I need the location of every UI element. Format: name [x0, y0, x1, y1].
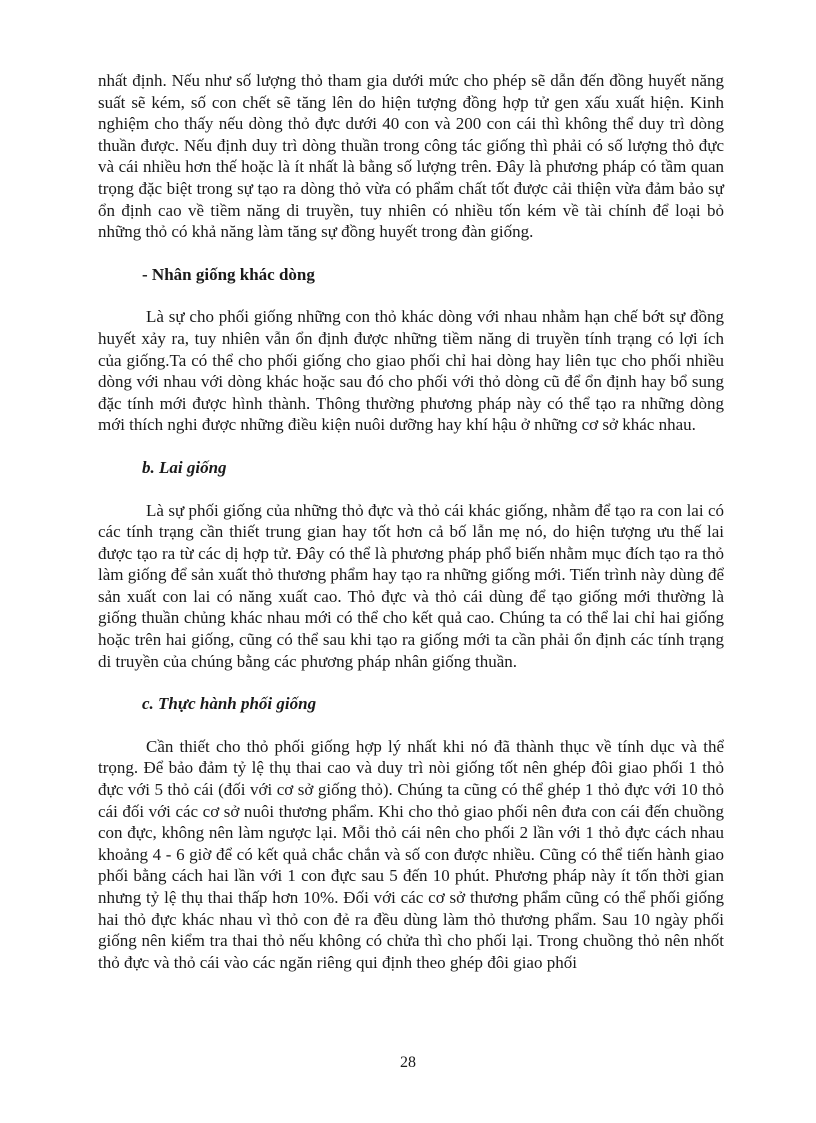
page-number: 28 — [400, 1054, 416, 1071]
page-content — [98, 70, 724, 973]
paragraph-thuc-hanh-phoi-giong: Cần thiết cho thỏ phối giống hợp lý nhất khi nó đã thành thục về tính dục và thể trọng. Để bảo đảm tỷ lệ thụ thai cao và duy trì nòi giống tốt nên ghép đôi giao phối 1 thỏ đực với 5 thỏ cái (đối với cơ sở giống thỏ). Chúng ta cũng có thể ghép 1 thỏ đực với 10 thỏ cái đối với các cơ sở nuôi thương phẩm. Khi cho thỏ giao phối nên đưa con cái đến chuồng con đực, không nên làm ngược lại. Mỗi thỏ cái nên cho phối 2 lần với 1 thỏ đực cách nhau khoảng 4 - 6 giờ để có kết quả chắc chắn và số con được nhiều. Cũng có thể tiến hành giao phối bằng cách hai lần với 1 con đực sau 5 đến 10 phút. Phương pháp này ít tốn thời gian nhưng tỷ lệ thụ thai thấp hơn 10%. Đối với các cơ sở thương phẩm cũng có thể phối giống hai thỏ đực khác nhau vì thỏ con đẻ ra đều dùng làm thỏ thương phẩm. Sau 10 ngày phối giống nên kiểm tra thai thỏ nếu không có chửa thì cho phối lại. Trong chuồng thỏ nên nhốt thỏ đực và thỏ cái vào các ngăn riêng qui định theo ghép đôi giao phối — [98, 736, 724, 972]
section-heading-thuc-hanh-phoi-giong: c. Thực hành phối giống — [142, 694, 317, 714]
subheading-nhan-giong-khac-dong: - Nhân giống khác dòng — [142, 264, 315, 284]
paragraph-lai-giong: Là sự phối giống của những thỏ đực và thỏ cái khác giống, nhằm để tạo ra con lai có các tính trạng cần thiết trung gian hay tốt hơn cả bố lẫn mẹ nó, do hiện tượng ưu thế lai được tạo ra từ các dị hợp tử. Đây có thể là phương pháp phổ biến nhằm mục đích tạo ra thỏ làm giống để sản xuất thỏ thương phẩm hay tạo ra những giống mới. Tiến trình này dùng để sản xuất con lai có năng xuất cao. Thỏ đực và thỏ cái dùng để tạo giống mới thường là giống thuần chủng khác nhau mới có thể cho kết quả cao. Chúng ta có thể lai chỉ hai giống hoặc trên hai giống, cũng có thể sau khi tạo ra giống mới ta cần phải ổn định các tính trạng di truyền của chúng bằng các phương pháp nhân giống thuần. — [98, 500, 724, 671]
paragraph-khac-dong: Là sự cho phối giống những con thỏ khác dòng với nhau nhằm hạn chế bớt sự đồng huyết xảy ra, tuy nhiên vẫn ổn định được những tiềm năng di truyền tính trạng có lợi ích của giống.Ta có thể cho phối giống cho giao phối chỉ hai dòng hay liên tục cho phối nhiều dòng với nhau với dòng khác hoặc sau đó cho phối với thỏ dòng cũ để ổn định hay bổ sung đặc tính mới được hình thành. Thông thường phương pháp này có thể tạo ra những dòng mới thích nghi được những điều kiện nuôi dưỡng hay khí hậu ở những cơ sở khác nhau. — [98, 307, 724, 435]
paragraph-continuation: nhất định. Nếu như số lượng thỏ tham gia dưới mức cho phép sẽ dẫn đến đồng huyết năng suất sẽ kém, số con chết sẽ tăng lên do hiện tượng đồng hợp tử gen xấu xuất hiện. Kinh nghiệm cho thấy nếu dòng thỏ đực dưới 40 con và 200 con cái thì không thể duy trì dòng thuần được. Nếu định duy trì dòng thuần trong công tác giống thì phải có số lượng thỏ đực và cái nhiều hơn thế hoặc là ít nhất là bằng số lượng trên. Đây là phương pháp có tầm quan trọng đặc biệt trong sự tạo ra dòng thỏ vừa có phẩm chất tốt được cải thiện vừa đảm bảo sự ổn định cao về tiềm năng di truyền, tuy nhiên có nhiều tốn kém về tài chính để loại bỏ những thỏ có khả năng làm tăng sự đồng huyết trong đàn giống. — [98, 71, 724, 242]
section-heading-lai-giong: b. Lai giống — [142, 457, 227, 477]
